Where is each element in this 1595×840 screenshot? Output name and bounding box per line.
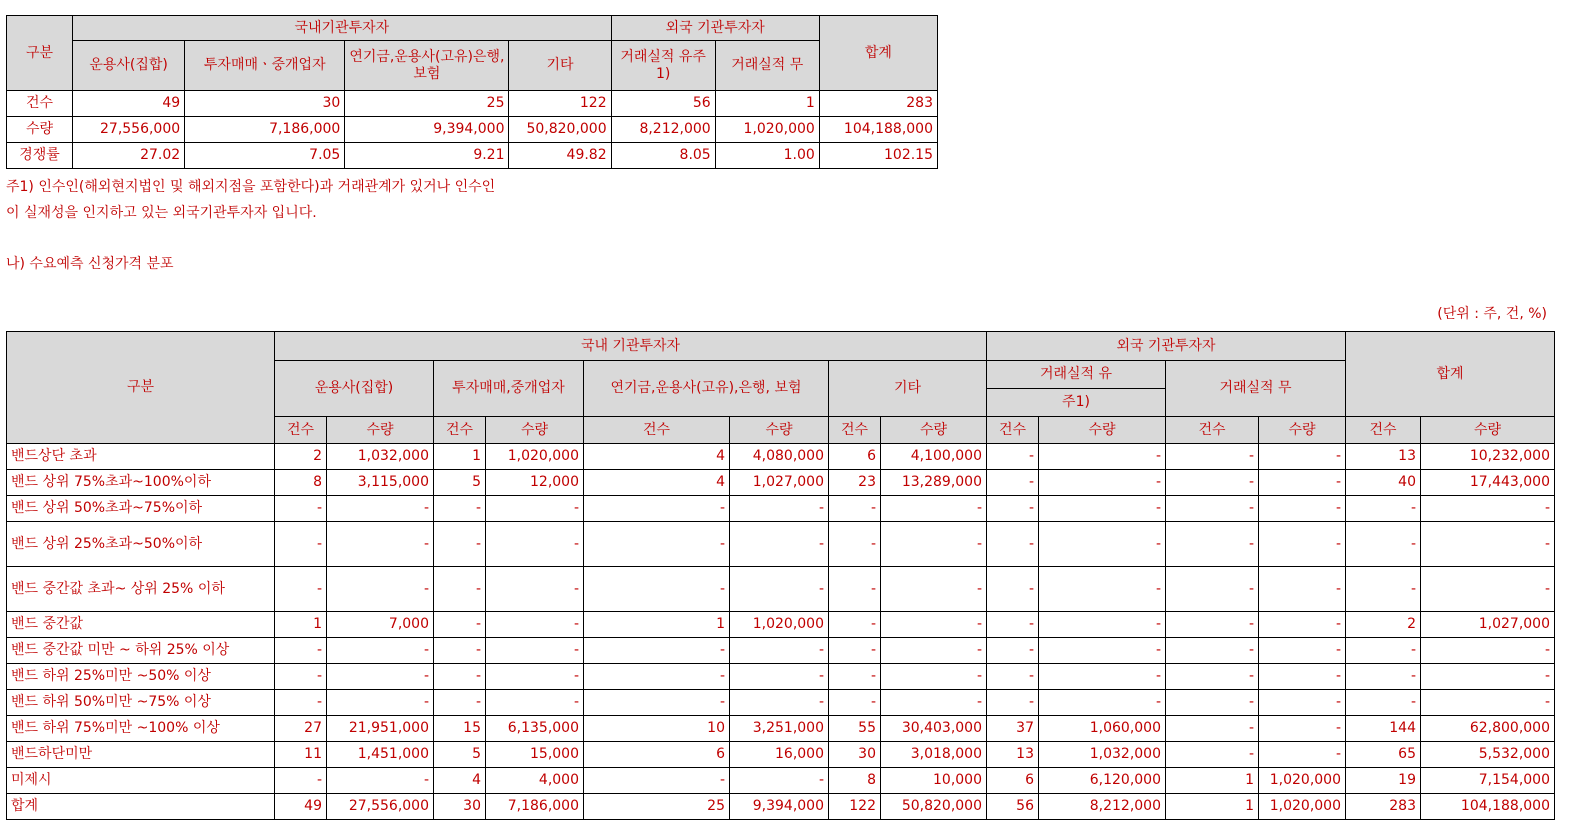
table-row xyxy=(7,690,1555,716)
table-cell: 1,027,000 xyxy=(1421,612,1555,638)
table-cell: - xyxy=(275,496,327,522)
table-cell: 1 xyxy=(275,612,327,638)
table-cell: - xyxy=(1259,567,1346,612)
table-cell: - xyxy=(829,638,881,664)
table-cell: - xyxy=(1039,664,1166,690)
table-cell: 4,080,000 xyxy=(730,444,829,470)
table-cell: - xyxy=(1259,496,1346,522)
table-cell: 3,018,000 xyxy=(881,742,987,768)
table-cell: - xyxy=(486,612,584,638)
table-cell: - xyxy=(881,690,987,716)
table-cell: - xyxy=(1421,664,1555,690)
table-cell: - xyxy=(275,664,327,690)
table-cell: - xyxy=(987,664,1039,690)
table-cell: - xyxy=(584,522,730,567)
table-cell: - xyxy=(987,567,1039,612)
header-foreign-yes-note: 주1) xyxy=(987,389,1166,417)
table-cell: - xyxy=(434,567,486,612)
table-cell: - xyxy=(881,567,987,612)
table-cell: 23 xyxy=(829,470,881,496)
table-cell: - xyxy=(1166,664,1259,690)
table-cell: 1,020,000 xyxy=(486,444,584,470)
header-foreign: 외국 기관투자자 xyxy=(611,16,819,41)
footnote-line-1: 주1) 인수인(해외현지법인 및 해외지점을 포함한다)과 거래관계가 있거나 인수인 xyxy=(6,179,496,195)
table-cell: - xyxy=(1039,638,1166,664)
table-cell: - xyxy=(1346,664,1421,690)
table-cell: 49 xyxy=(73,91,185,117)
table-cell: 9.21 xyxy=(345,143,509,169)
table-cell: 1,451,000 xyxy=(327,742,434,768)
table-cell: - xyxy=(327,638,434,664)
table-cell: 1,020,000 xyxy=(730,612,829,638)
table-row xyxy=(7,638,1555,664)
table-cell: 1 xyxy=(1166,768,1259,794)
table-cell: - xyxy=(327,768,434,794)
table-cell: - xyxy=(1039,496,1166,522)
table-cell: 9,394,000 xyxy=(730,794,829,820)
header-domestic: 국내 기관투자자 xyxy=(275,332,987,361)
table-cell: 16,000 xyxy=(730,742,829,768)
header-qty: 수량 xyxy=(881,417,987,444)
table-cell: 6 xyxy=(829,444,881,470)
table-cell: - xyxy=(1259,522,1346,567)
table-cell: - xyxy=(1421,567,1555,612)
table-cell: - xyxy=(275,768,327,794)
table-cell: 1,060,000 xyxy=(1039,716,1166,742)
table-cell: - xyxy=(881,522,987,567)
table-cell: 8 xyxy=(829,768,881,794)
table-cell: - xyxy=(486,664,584,690)
table-row xyxy=(7,143,938,169)
table-cell: 5,532,000 xyxy=(1421,742,1555,768)
table-cell: 4,100,000 xyxy=(881,444,987,470)
table-cell: - xyxy=(1346,496,1421,522)
row-label: 밴드 하위 50%미만 ~75% 이상 xyxy=(7,690,275,716)
table-cell: - xyxy=(829,496,881,522)
table-cell: 27,556,000 xyxy=(73,117,185,143)
table-cell: - xyxy=(881,638,987,664)
table-cell: 25 xyxy=(584,794,730,820)
header-total: 합계 xyxy=(819,16,937,91)
table-cell: 30,403,000 xyxy=(881,716,987,742)
header-count: 건수 xyxy=(584,417,730,444)
table-cell: - xyxy=(881,612,987,638)
table-cell: - xyxy=(829,567,881,612)
table-cell: - xyxy=(730,638,829,664)
table-cell: - xyxy=(730,496,829,522)
table-cell: 1,027,000 xyxy=(730,470,829,496)
table-cell: - xyxy=(1166,638,1259,664)
header-group: 연기금,운용사(고유),은행, 보험 xyxy=(584,361,829,417)
table-cell: - xyxy=(730,522,829,567)
table-cell: - xyxy=(486,638,584,664)
header-qty: 수량 xyxy=(1421,417,1555,444)
table-cell: - xyxy=(1421,638,1555,664)
header-col: 연기금,운용사(고유)은행, 보험 xyxy=(345,41,509,91)
row-label: 밴드 중간값 초과~ 상위 25% 이하 xyxy=(7,567,275,612)
section-title: 나) 수요예측 신청가격 분포 xyxy=(6,256,174,272)
header-count: 건수 xyxy=(829,417,881,444)
table-cell: - xyxy=(434,496,486,522)
table-cell: 2 xyxy=(1346,612,1421,638)
table-cell: - xyxy=(881,664,987,690)
table-cell: - xyxy=(486,522,584,567)
table-cell: - xyxy=(987,522,1039,567)
table-cell: - xyxy=(1166,496,1259,522)
header-qty: 수량 xyxy=(730,417,829,444)
table-cell: 144 xyxy=(1346,716,1421,742)
table-cell: - xyxy=(275,567,327,612)
table-cell: 15,000 xyxy=(486,742,584,768)
row-label: 합계 xyxy=(7,794,275,820)
table-cell: 1,020,000 xyxy=(1259,794,1346,820)
table-cell: 7,186,000 xyxy=(486,794,584,820)
row-label: 밴드 중간값 미만 ~ 하위 25% 이상 xyxy=(7,638,275,664)
table-row xyxy=(7,612,1555,638)
table-cell: 1,020,000 xyxy=(715,117,819,143)
table-cell: - xyxy=(1259,444,1346,470)
table-cell: 40 xyxy=(1346,470,1421,496)
table-cell: 6,135,000 xyxy=(486,716,584,742)
table-cell: 50,820,000 xyxy=(509,117,611,143)
table-cell: 37 xyxy=(987,716,1039,742)
footnote-line-2: 이 실재성을 인지하고 있는 외국기관투자자 입니다. xyxy=(6,205,317,221)
table-cell: - xyxy=(829,522,881,567)
table-cell: 8,212,000 xyxy=(1039,794,1166,820)
table-row xyxy=(7,742,1555,768)
table-cell: 15 xyxy=(434,716,486,742)
table-cell: - xyxy=(327,522,434,567)
table-cell: 4 xyxy=(584,470,730,496)
table-cell: 6 xyxy=(987,768,1039,794)
header-gubun: 구분 xyxy=(7,332,275,444)
table-cell: - xyxy=(987,444,1039,470)
table-row xyxy=(7,794,1555,820)
table-cell: 1.00 xyxy=(715,143,819,169)
table-cell: - xyxy=(1166,690,1259,716)
table-cell: - xyxy=(881,496,987,522)
header-col: 운용사(집합) xyxy=(73,41,185,91)
table-cell: - xyxy=(584,768,730,794)
table-cell: - xyxy=(1346,522,1421,567)
header-group: 투자매매,중개업자 xyxy=(434,361,584,417)
table-cell: - xyxy=(829,664,881,690)
table-cell: - xyxy=(1039,567,1166,612)
table-cell: 9,394,000 xyxy=(345,117,509,143)
table-cell: 283 xyxy=(1346,794,1421,820)
table-cell: 56 xyxy=(611,91,715,117)
table-cell: 5 xyxy=(434,742,486,768)
header-count: 건수 xyxy=(987,417,1039,444)
table-cell: 19 xyxy=(1346,768,1421,794)
table-cell: 1 xyxy=(434,444,486,470)
row-label: 건수 xyxy=(7,91,73,117)
row-label: 밴드상단 초과 xyxy=(7,444,275,470)
header-domestic: 국내기관투자자 xyxy=(73,16,612,41)
table-cell: 122 xyxy=(509,91,611,117)
table-cell: - xyxy=(584,664,730,690)
table-cell: - xyxy=(1039,612,1166,638)
header-col: 기타 xyxy=(509,41,611,91)
table-cell: - xyxy=(987,690,1039,716)
table-cell: - xyxy=(486,496,584,522)
table-row xyxy=(7,664,1555,690)
header-group: 기타 xyxy=(829,361,987,417)
table-cell: - xyxy=(1039,522,1166,567)
table-cell: - xyxy=(730,567,829,612)
row-label: 경쟁률 xyxy=(7,143,73,169)
row-label: 수량 xyxy=(7,117,73,143)
table-row xyxy=(7,716,1555,742)
table-cell: 49 xyxy=(275,794,327,820)
table-cell: - xyxy=(1346,567,1421,612)
table-cell: - xyxy=(486,690,584,716)
table-cell: - xyxy=(1166,522,1259,567)
table-cell: 50,820,000 xyxy=(881,794,987,820)
table-cell: - xyxy=(1039,470,1166,496)
table-row xyxy=(7,117,938,143)
table-cell: - xyxy=(730,768,829,794)
table-cell: 3,251,000 xyxy=(730,716,829,742)
table-cell: - xyxy=(327,496,434,522)
table-cell: 104,188,000 xyxy=(1421,794,1555,820)
table-cell: - xyxy=(1421,522,1555,567)
table-cell: 1,032,000 xyxy=(1039,742,1166,768)
table-cell: 55 xyxy=(829,716,881,742)
distribution-table-body xyxy=(7,444,1555,820)
table-cell: - xyxy=(1259,664,1346,690)
table-row xyxy=(7,444,1555,470)
header-count: 건수 xyxy=(1166,417,1259,444)
table-cell: - xyxy=(1346,690,1421,716)
table-cell: - xyxy=(275,690,327,716)
table-cell: - xyxy=(1259,470,1346,496)
table-cell: - xyxy=(829,690,881,716)
header-qty: 수량 xyxy=(1259,417,1346,444)
table-cell: 10 xyxy=(584,716,730,742)
table-cell: - xyxy=(1259,716,1346,742)
price-distribution-table xyxy=(6,331,1555,820)
table-cell: 1,020,000 xyxy=(1259,768,1346,794)
row-label: 밴드 상위 25%초과~50%이하 xyxy=(7,522,275,567)
header-foreign-yes: 거래실적 유 xyxy=(987,361,1166,389)
table-cell: - xyxy=(1346,638,1421,664)
table-cell: - xyxy=(1421,496,1555,522)
table-cell: 56 xyxy=(987,794,1039,820)
row-label: 밴드 하위 75%미만 ~100% 이상 xyxy=(7,716,275,742)
table-cell: - xyxy=(584,496,730,522)
table-cell: - xyxy=(730,690,829,716)
table-cell: 6 xyxy=(584,742,730,768)
table-cell: 7,186,000 xyxy=(185,117,345,143)
table-cell: 4 xyxy=(434,768,486,794)
table-cell: - xyxy=(1166,470,1259,496)
table-cell: 1 xyxy=(715,91,819,117)
table-cell: 283 xyxy=(819,91,937,117)
header-col: 거래실적 유주1) xyxy=(611,41,715,91)
table-cell: 8 xyxy=(275,470,327,496)
table-cell: 1 xyxy=(584,612,730,638)
table-cell: 11 xyxy=(275,742,327,768)
table-cell: - xyxy=(275,638,327,664)
table-cell: - xyxy=(584,567,730,612)
table-cell: - xyxy=(327,664,434,690)
table-row xyxy=(7,470,1555,496)
row-label: 밴드 상위 50%초과~75%이하 xyxy=(7,496,275,522)
table-cell: 12,000 xyxy=(486,470,584,496)
header-total: 합계 xyxy=(1346,332,1555,417)
table-cell: 30 xyxy=(434,794,486,820)
table-cell: 4,000 xyxy=(486,768,584,794)
table-cell: 13,289,000 xyxy=(881,470,987,496)
table-cell: 4 xyxy=(584,444,730,470)
table-cell: 6,120,000 xyxy=(1039,768,1166,794)
row-label: 밴드 중간값 xyxy=(7,612,275,638)
header-col: 거래실적 무 xyxy=(715,41,819,91)
table-cell: 7,154,000 xyxy=(1421,768,1555,794)
table-cell: - xyxy=(1039,444,1166,470)
row-label: 미제시 xyxy=(7,768,275,794)
table-cell: - xyxy=(1166,567,1259,612)
table-cell: - xyxy=(434,664,486,690)
header-foreign-no: 거래실적 무 xyxy=(1166,361,1346,417)
table-cell: - xyxy=(434,638,486,664)
header-col: 투자매매ㆍ중개업자 xyxy=(185,41,345,91)
table-cell: 104,188,000 xyxy=(819,117,937,143)
header-foreign: 외국 기관투자자 xyxy=(987,332,1346,361)
table-cell: - xyxy=(1259,638,1346,664)
competition-table-body xyxy=(7,91,938,169)
table-cell: 27.02 xyxy=(73,143,185,169)
competition-summary-table xyxy=(6,15,938,169)
table-cell: 102.15 xyxy=(819,143,937,169)
table-cell: 13 xyxy=(987,742,1039,768)
table-cell: - xyxy=(327,690,434,716)
table-cell: - xyxy=(987,496,1039,522)
table-cell: 8.05 xyxy=(611,143,715,169)
table-cell: - xyxy=(1166,444,1259,470)
table-row xyxy=(7,522,1555,567)
table-cell: 49.82 xyxy=(509,143,611,169)
table-cell: - xyxy=(1039,690,1166,716)
table-row xyxy=(7,91,938,117)
table-cell: - xyxy=(987,638,1039,664)
table-cell: - xyxy=(434,522,486,567)
table-cell: 30 xyxy=(185,91,345,117)
table-cell: - xyxy=(730,664,829,690)
table-row xyxy=(7,496,1555,522)
table-cell: - xyxy=(584,638,730,664)
table-cell: 17,443,000 xyxy=(1421,470,1555,496)
table-cell: 7,000 xyxy=(327,612,434,638)
table-cell: - xyxy=(584,690,730,716)
table-cell: 5 xyxy=(434,470,486,496)
table-cell: - xyxy=(987,612,1039,638)
table-cell: 3,115,000 xyxy=(327,470,434,496)
table-cell: 2 xyxy=(275,444,327,470)
header-qty: 수량 xyxy=(327,417,434,444)
table-cell: 10,000 xyxy=(881,768,987,794)
table-cell: - xyxy=(1166,742,1259,768)
table-cell: - xyxy=(434,690,486,716)
header-qty: 수량 xyxy=(1039,417,1166,444)
table-cell: 21,951,000 xyxy=(327,716,434,742)
row-label: 밴드 상위 75%초과~100%이하 xyxy=(7,470,275,496)
table-cell: 27 xyxy=(275,716,327,742)
table-cell: 8,212,000 xyxy=(611,117,715,143)
table-cell: - xyxy=(275,522,327,567)
table-cell: 30 xyxy=(829,742,881,768)
table-cell: 1,032,000 xyxy=(327,444,434,470)
table-cell: - xyxy=(434,612,486,638)
header-count: 건수 xyxy=(434,417,486,444)
table-cell: 25 xyxy=(345,91,509,117)
table-cell: 10,232,000 xyxy=(1421,444,1555,470)
table-cell: 7.05 xyxy=(185,143,345,169)
unit-label: (단위 : 주, 건, %) xyxy=(1437,306,1547,322)
table-cell: - xyxy=(486,567,584,612)
table-cell: 13 xyxy=(1346,444,1421,470)
table-cell: 1 xyxy=(1166,794,1259,820)
header-qty: 수량 xyxy=(486,417,584,444)
table-row xyxy=(7,768,1555,794)
header-count: 건수 xyxy=(275,417,327,444)
row-label: 밴드 하위 25%미만 ~50% 이상 xyxy=(7,664,275,690)
header-group: 운용사(집합) xyxy=(275,361,434,417)
row-label: 밴드하단미만 xyxy=(7,742,275,768)
header-count: 건수 xyxy=(1346,417,1421,444)
table-cell: 62,800,000 xyxy=(1421,716,1555,742)
table-row xyxy=(7,567,1555,612)
table-cell: 122 xyxy=(829,794,881,820)
table-cell: - xyxy=(1421,690,1555,716)
table-cell: - xyxy=(1166,612,1259,638)
table-cell: - xyxy=(1259,612,1346,638)
table-cell: 27,556,000 xyxy=(327,794,434,820)
table-cell: - xyxy=(829,612,881,638)
header-gubun: 구분 xyxy=(7,16,73,91)
table-cell: - xyxy=(327,567,434,612)
table-cell: - xyxy=(1259,742,1346,768)
table-cell: - xyxy=(987,470,1039,496)
table-cell: - xyxy=(1166,716,1259,742)
table-cell: 65 xyxy=(1346,742,1421,768)
table-cell: - xyxy=(1259,690,1346,716)
